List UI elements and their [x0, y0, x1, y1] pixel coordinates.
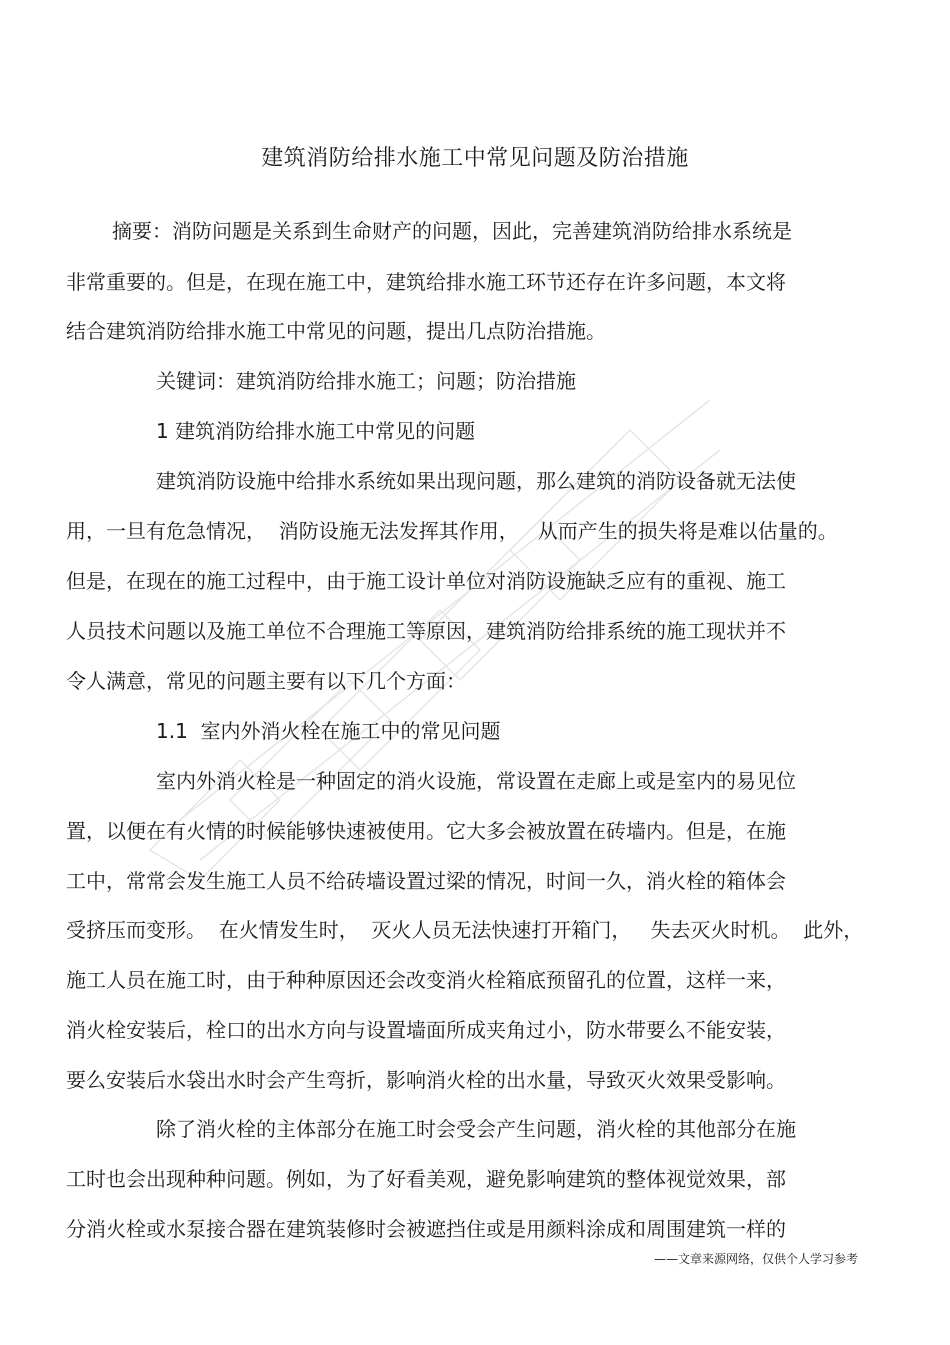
document-title: 建筑消防给排水施工中常见问题及防治措施 [261, 146, 689, 171]
paragraph-1-line-1: 建筑消防设施中给排水系统如果出现问题，那么建筑的消防设备就无法使 [156, 469, 796, 493]
paragraph-1-line-3: 但是，在现在的施工过程中，由于施工设计单位对消防设施缺乏应有的重视、施工 [66, 569, 786, 593]
section-heading-1-1: 1.1 室内外消火栓在施工中的常见问题 [156, 719, 501, 743]
paragraph-3-line-1: 除了消火栓的主体部分在施工时会受会产生问题，消火栓的其他部分在施 [156, 1117, 796, 1141]
paragraph-1-line-4: 人员技术问题以及施工单位不合理施工等原因，建筑消防给排系统的施工现状并不 [66, 619, 786, 643]
paragraph-2-line-2: 置，以便在有火情的时候能够快速被使用。它大多会被放置在砖墙内。但是，在施 [66, 819, 786, 843]
source-note: ——文章来源网络，仅供个人学习参考 [653, 1252, 858, 1266]
abstract-line-3: 结合建筑消防给排水施工中常见的问题，提出几点防治措施。 [66, 319, 606, 343]
paragraph-1-line-2: 用，一旦有危急情况， 消防设施无法发挥其作用， 从而产生的损失将是难以估量的。 [66, 519, 838, 543]
paragraph-2-line-4: 受挤压而变形。 在火情发生时， 灭火人员无法快速打开箱门， 失去灭火时机。 此外， [66, 918, 864, 942]
paragraph-2-line-5: 施工人员在施工时，由于种种原因还会改变消火栓箱底预留孔的位置，这样一来， [66, 968, 786, 992]
section-heading-1: 1 建筑消防给排水施工中常见的问题 [156, 419, 476, 443]
paragraph-2-line-3: 工中，常常会发生施工人员不给砖墙设置过梁的情况，时间一久，消火栓的箱体会 [66, 869, 786, 893]
paragraph-3-line-2: 工时也会出现种种问题。例如，为了好看美观，避免影响建筑的整体视觉效果，部 [66, 1167, 786, 1191]
abstract-line-2: 非常重要的。但是，在现在施工中，建筑给排水施工环节还存在许多问题，本文将 [66, 270, 786, 294]
paragraph-2-line-6: 消火栓安装后，栓口的出水方向与设置墙面所成夹角过小，防水带要么不能安装， [66, 1018, 786, 1042]
paragraph-2-line-1: 室内外消火栓是一种固定的消火设施，常设置在走廊上或是室内的易见位 [156, 769, 796, 793]
paragraph-2-line-7: 要么安装后水袋出水时会产生弯折，影响消火栓的出水量，导致灭火效果受影响。 [66, 1068, 786, 1092]
paragraph-3-line-3: 分消火栓或水泵接合器在建筑装修时会被遮挡住或是用颜料涂成和周围建筑一样的 [66, 1217, 786, 1241]
keywords-line: 关键词：建筑消防给排水施工；问题；防治措施 [156, 369, 576, 393]
abstract-line-1: 摘要：消防问题是关系到生命财产的问题，因此，完善建筑消防给排水系统是 [112, 219, 792, 243]
paragraph-1-line-5: 令人满意，常见的问题主要有以下几个方面： [66, 669, 466, 693]
